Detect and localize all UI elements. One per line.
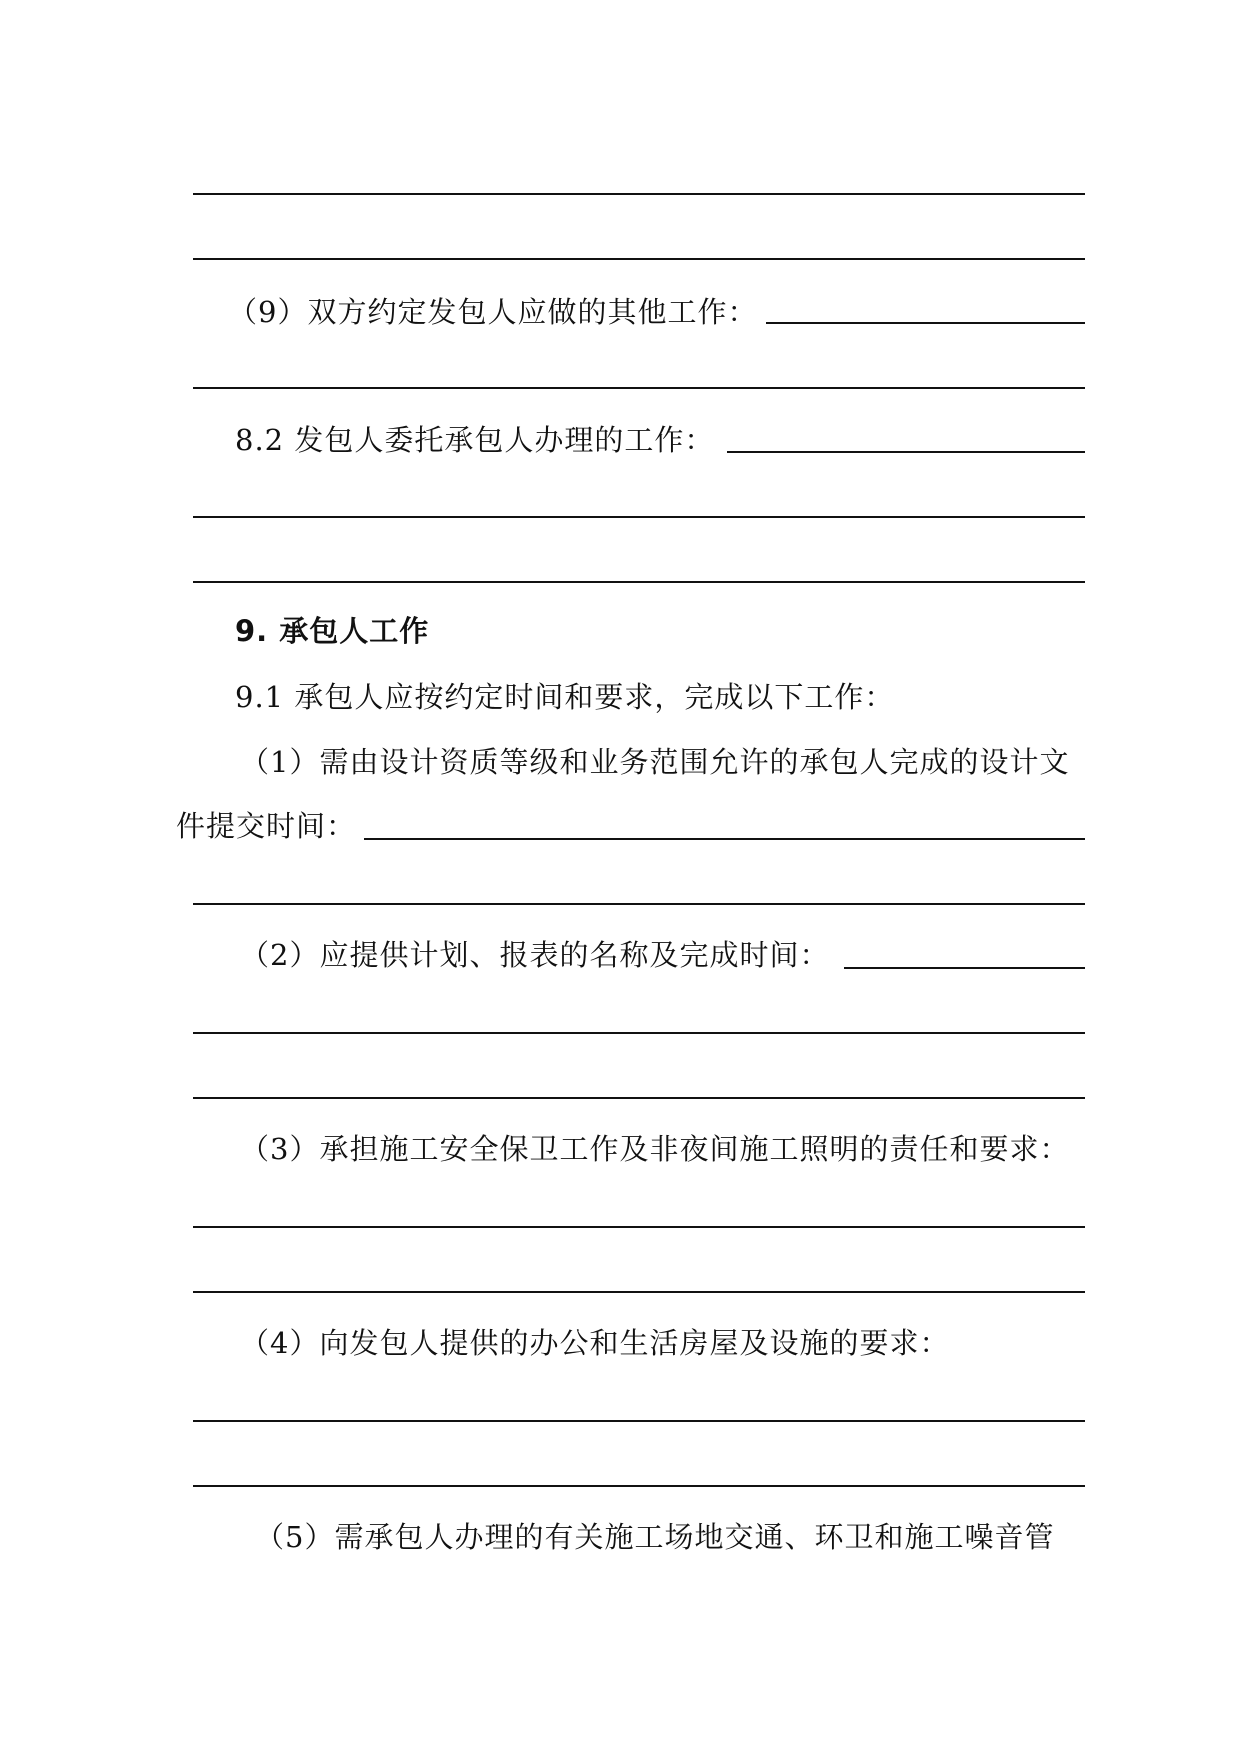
fill-line (193, 1420, 1085, 1422)
item-2-text: （2）应提供计划、报表的名称及完成时间： (240, 938, 830, 972)
fill-line (193, 1032, 1085, 1034)
item-3-text: （3）承担施工安全保卫工作及非夜间施工照明的责任和要求： (240, 1132, 1070, 1166)
fill-line (766, 322, 1085, 324)
item-8-2-text: 8.2 发包人委托承包人办理的工作： (235, 423, 715, 457)
fill-line (193, 258, 1085, 260)
fill-line (193, 1291, 1085, 1293)
fill-line (193, 1097, 1085, 1099)
fill-line (727, 451, 1085, 453)
fill-line (193, 581, 1085, 583)
section-9-heading: 9. 承包人工作 (235, 614, 430, 648)
item-4-text: （4）向发包人提供的办公和生活房屋及设施的要求： (240, 1326, 950, 1360)
fill-line (193, 1485, 1085, 1487)
fill-line (193, 193, 1085, 195)
item-9-1-text: 9.1 承包人应按约定时间和要求，完成以下工作： (235, 680, 895, 714)
fill-line (193, 387, 1085, 389)
item-1-text-line1: （1）需由设计资质等级和业务范围允许的承包人完成的设计文 (240, 745, 1070, 779)
item-1-text-line2: 件提交时间： (176, 809, 357, 843)
fill-line (193, 903, 1085, 905)
fill-line (193, 1226, 1085, 1228)
fill-line (193, 516, 1085, 518)
item-5-text: （5）需承包人办理的有关施工场地交通、环卫和施工噪音管 (255, 1520, 1055, 1554)
fill-line (364, 838, 1085, 840)
item-9-text: （9）双方约定发包人应做的其他工作： (228, 295, 758, 329)
fill-line (844, 967, 1085, 969)
